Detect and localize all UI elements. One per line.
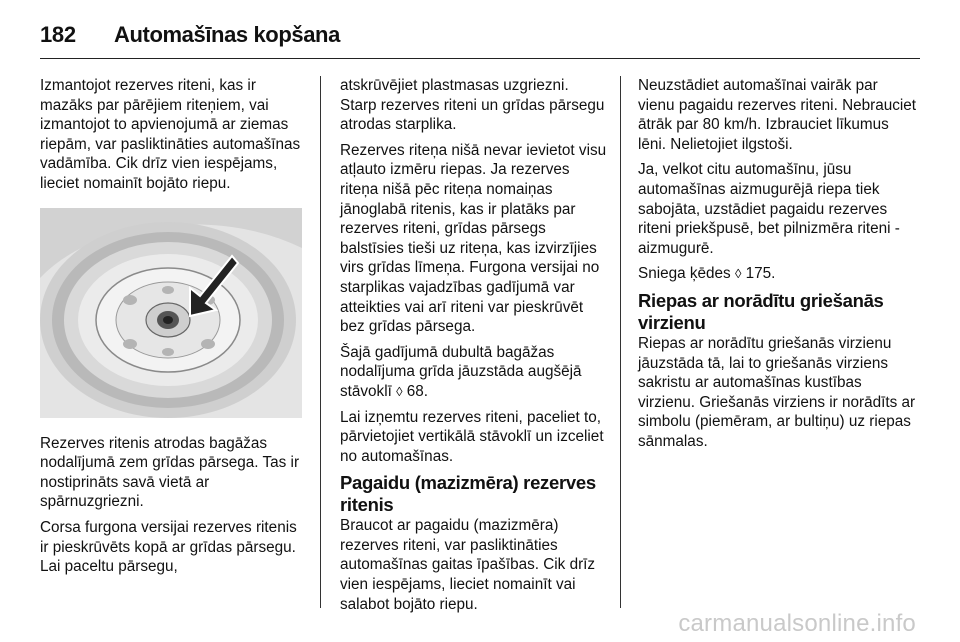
column-1 <box>40 76 308 583</box>
subsection-heading: Pagaidu (mazizmēra) rezerves ritenis <box>340 472 596 516</box>
paragraph <box>638 264 918 284</box>
paragraph-text: Sniega ķēdes <box>638 265 731 283</box>
page-reference-icon: ◊ <box>396 383 403 399</box>
subsection-heading: Riepas ar norādītu griešanās virzienu <box>638 289 884 333</box>
page-reference-link[interactable]: 68. <box>406 382 429 400</box>
spare-wheel-illustration <box>40 208 302 418</box>
page-header <box>0 12 960 56</box>
paragraph: Braucot ar pagaidu (mazizmēra) rezerves riteni, var pasliktināties automašīnas gaitas īpašības. Cik drīz vien iespējams, lieciet nomainīt vai salabot bojāto riepu. <box>340 517 596 613</box>
page-reference-icon: ◊ <box>734 266 742 282</box>
paragraph: atskrūvējiet plastmasas uzgriezni. Starp rezerves riteni un grīdas pārsegu atrodas starplika. <box>340 77 605 134</box>
section-title: Automašīnas kopšana <box>114 22 340 47</box>
page-reference-link[interactable]: 175. <box>745 265 776 283</box>
paragraph: Corsa furgona versijai rezerves ritenis ir pieskrūvēts kopā ar grīdas pārsegu. Lai paceltu pārsegu, <box>40 518 297 576</box>
paragraph: Rezerves riteņa nišā nevar ievietot visu atļauto izmēru riepas. Ja rezerves riteņa nišā pēc riteņa nomaiņas jānoglabā ritenis, kas ir platāks par rezerves riteni, grīdas pārsegs balstīsies tieši uz riteņa, kas izvirzījies virs grīdas līmeņa. Furgona versijai no starplikas vajadzības gadījumā var atteikties vai arī riteni var pieskrūvēt bez grīdas pārsega. <box>340 141 607 336</box>
paragraph: Lai izņemtu rezerves riteni, paceliet to, pārvietojiet vertikālā stāvoklī un izceliet no automašīnas. <box>340 408 604 465</box>
paragraph-text: Šajā gadījumā dubultā bagāžas nodalījuma grīda jāuzstāda augšējā stāvoklī <box>340 343 582 400</box>
header-rule <box>40 58 920 59</box>
paragraph: Riepas ar norādītu griešanās virzienu jāuzstāda tā, lai to griešanās virziens sakristu ar automašīnas kustības virzienu. Griešanās virziens ir norādīts ar simbolu (piemēram, ar bultiņu) uz riepas sānmalas. <box>638 334 916 450</box>
paragraph: Neuzstādiet automašīnai vairāk par vienu pagaidu rezerves riteni. Nebrauciet ātrāk par 80 km/h. Izbrauciet līkumus lēni. Nelietojiet ilgstoši. <box>638 77 917 153</box>
column-3 <box>638 76 918 458</box>
paragraph <box>340 343 608 402</box>
page-number: 182 <box>40 22 76 47</box>
watermark: carmanualsonline.info <box>678 610 916 637</box>
column-divider <box>620 76 621 608</box>
column-2 <box>340 76 608 620</box>
paragraph: Izmantojot rezerves riteni, kas ir mazāks par pārējiem riteņiem, vai izmantojot to apvienojumā ar ziemas riepām, var pasliktināties automašīnas vadāmība. Cik drīz vien iespējams, lieciet nomainīt bojāto riepu. <box>40 77 301 192</box>
paragraph: Rezerves ritenis atrodas bagāžas nodalījumā zem grīdas pārsega. Tas ir nostiprināts savā vietā ar spārnuzgriezni. <box>40 434 300 511</box>
paragraph: Ja, velkot citu automašīnu, jūsu automašīnas aizmugurējā riepa tiek sabojāta, uzstādiet pagaidu rezerves riteni priekšpusē, bet pilnizmēra riteni - aizmugurē. <box>638 161 900 257</box>
column-divider <box>320 76 321 608</box>
